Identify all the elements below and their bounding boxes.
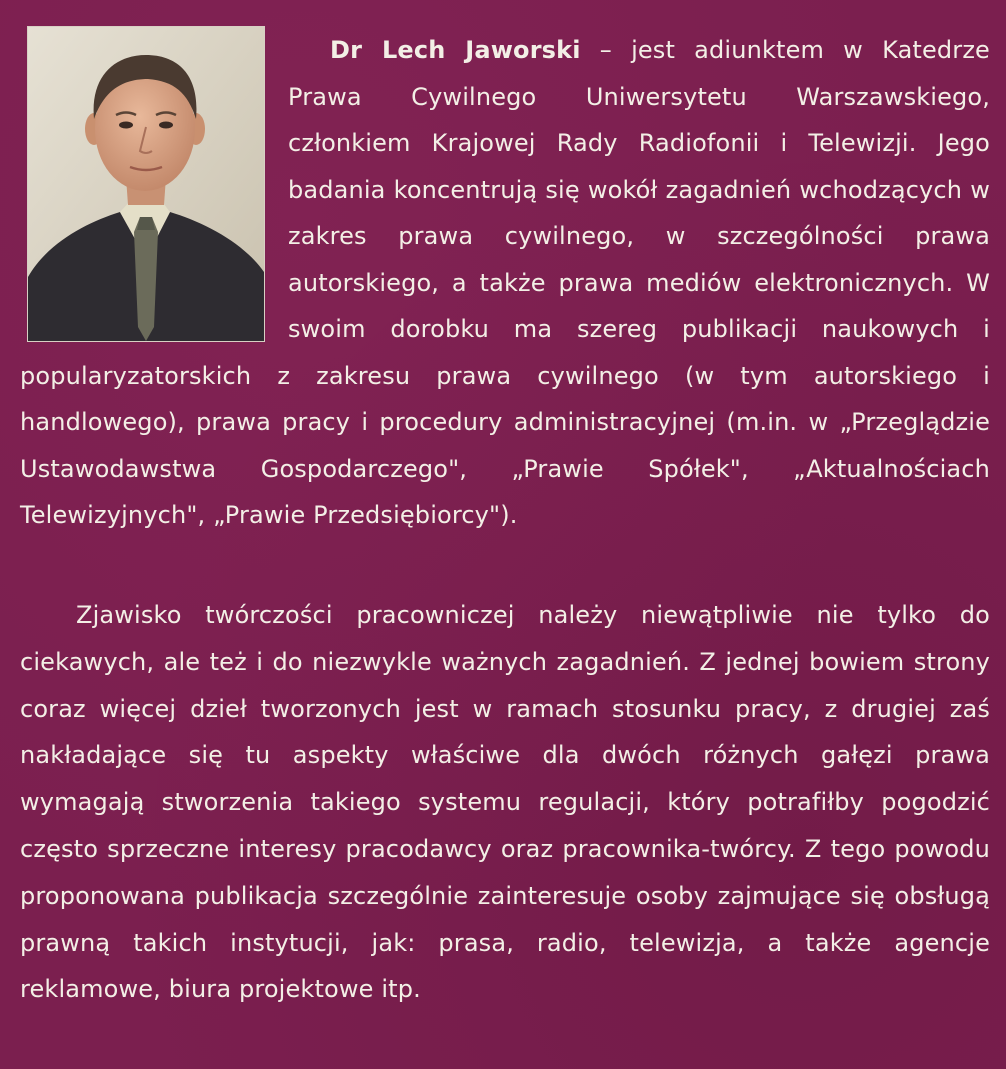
photo-spacer bbox=[20, 27, 288, 352]
author-name: Dr Lech Jaworski bbox=[330, 36, 581, 64]
author-bio-text: – jest adiunktem w Katedrze Prawa Cywilnego Uniwersytetu Warszawskiego, członkiem Krajowej Rady Radiofonii i Telewizji. Jego badania koncentrują się wokół zagadnień wchodzących w zakres prawa cywilnego, w szczególności prawa autorskiego, a także prawa mediów elektronicznych. W swoim dorobku ma szereg publikacji naukowych i popularyzatorskich z zakresu prawa cywilnego (w tym autorskiego i handlowego), prawa pracy i procedury administracyjnej (m.in. w „Przeglądzie Ustawodawstwa Gospodarczego", „Prawie Spółek", „Aktualnościach Telewizyjnych", „Prawie Przedsiębiorcy"). bbox=[20, 36, 990, 529]
book-summary: Zjawisko twórczości pracowniczej należy niewątpliwie nie tylko do ciekawych, ale też i do niezwykle ważnych zagadnień. Z jednej bowiem strony coraz więcej dzieł tworzonych jest w ramach stosunku pracy, z drugiej zaś nakładające się tu aspekty właściwe dla dwóch różnych gałęzi prawa wymagają stworzenia takiego systemu regulacji, który potrafiłby pogodzić często sprzeczne interesy pracodawcy oraz pracownika-twórcy. Z tego powodu proponowana publikacja szczególnie zainteresuje osoby zajmujące się obsługą prawną takich instytucji, jak: prasa, radio, telewizja, a także agencje reklamowe, biura projektowe itp. bbox=[20, 601, 990, 1004]
bio-lead bbox=[288, 36, 330, 64]
author-bio bbox=[20, 27, 990, 539]
